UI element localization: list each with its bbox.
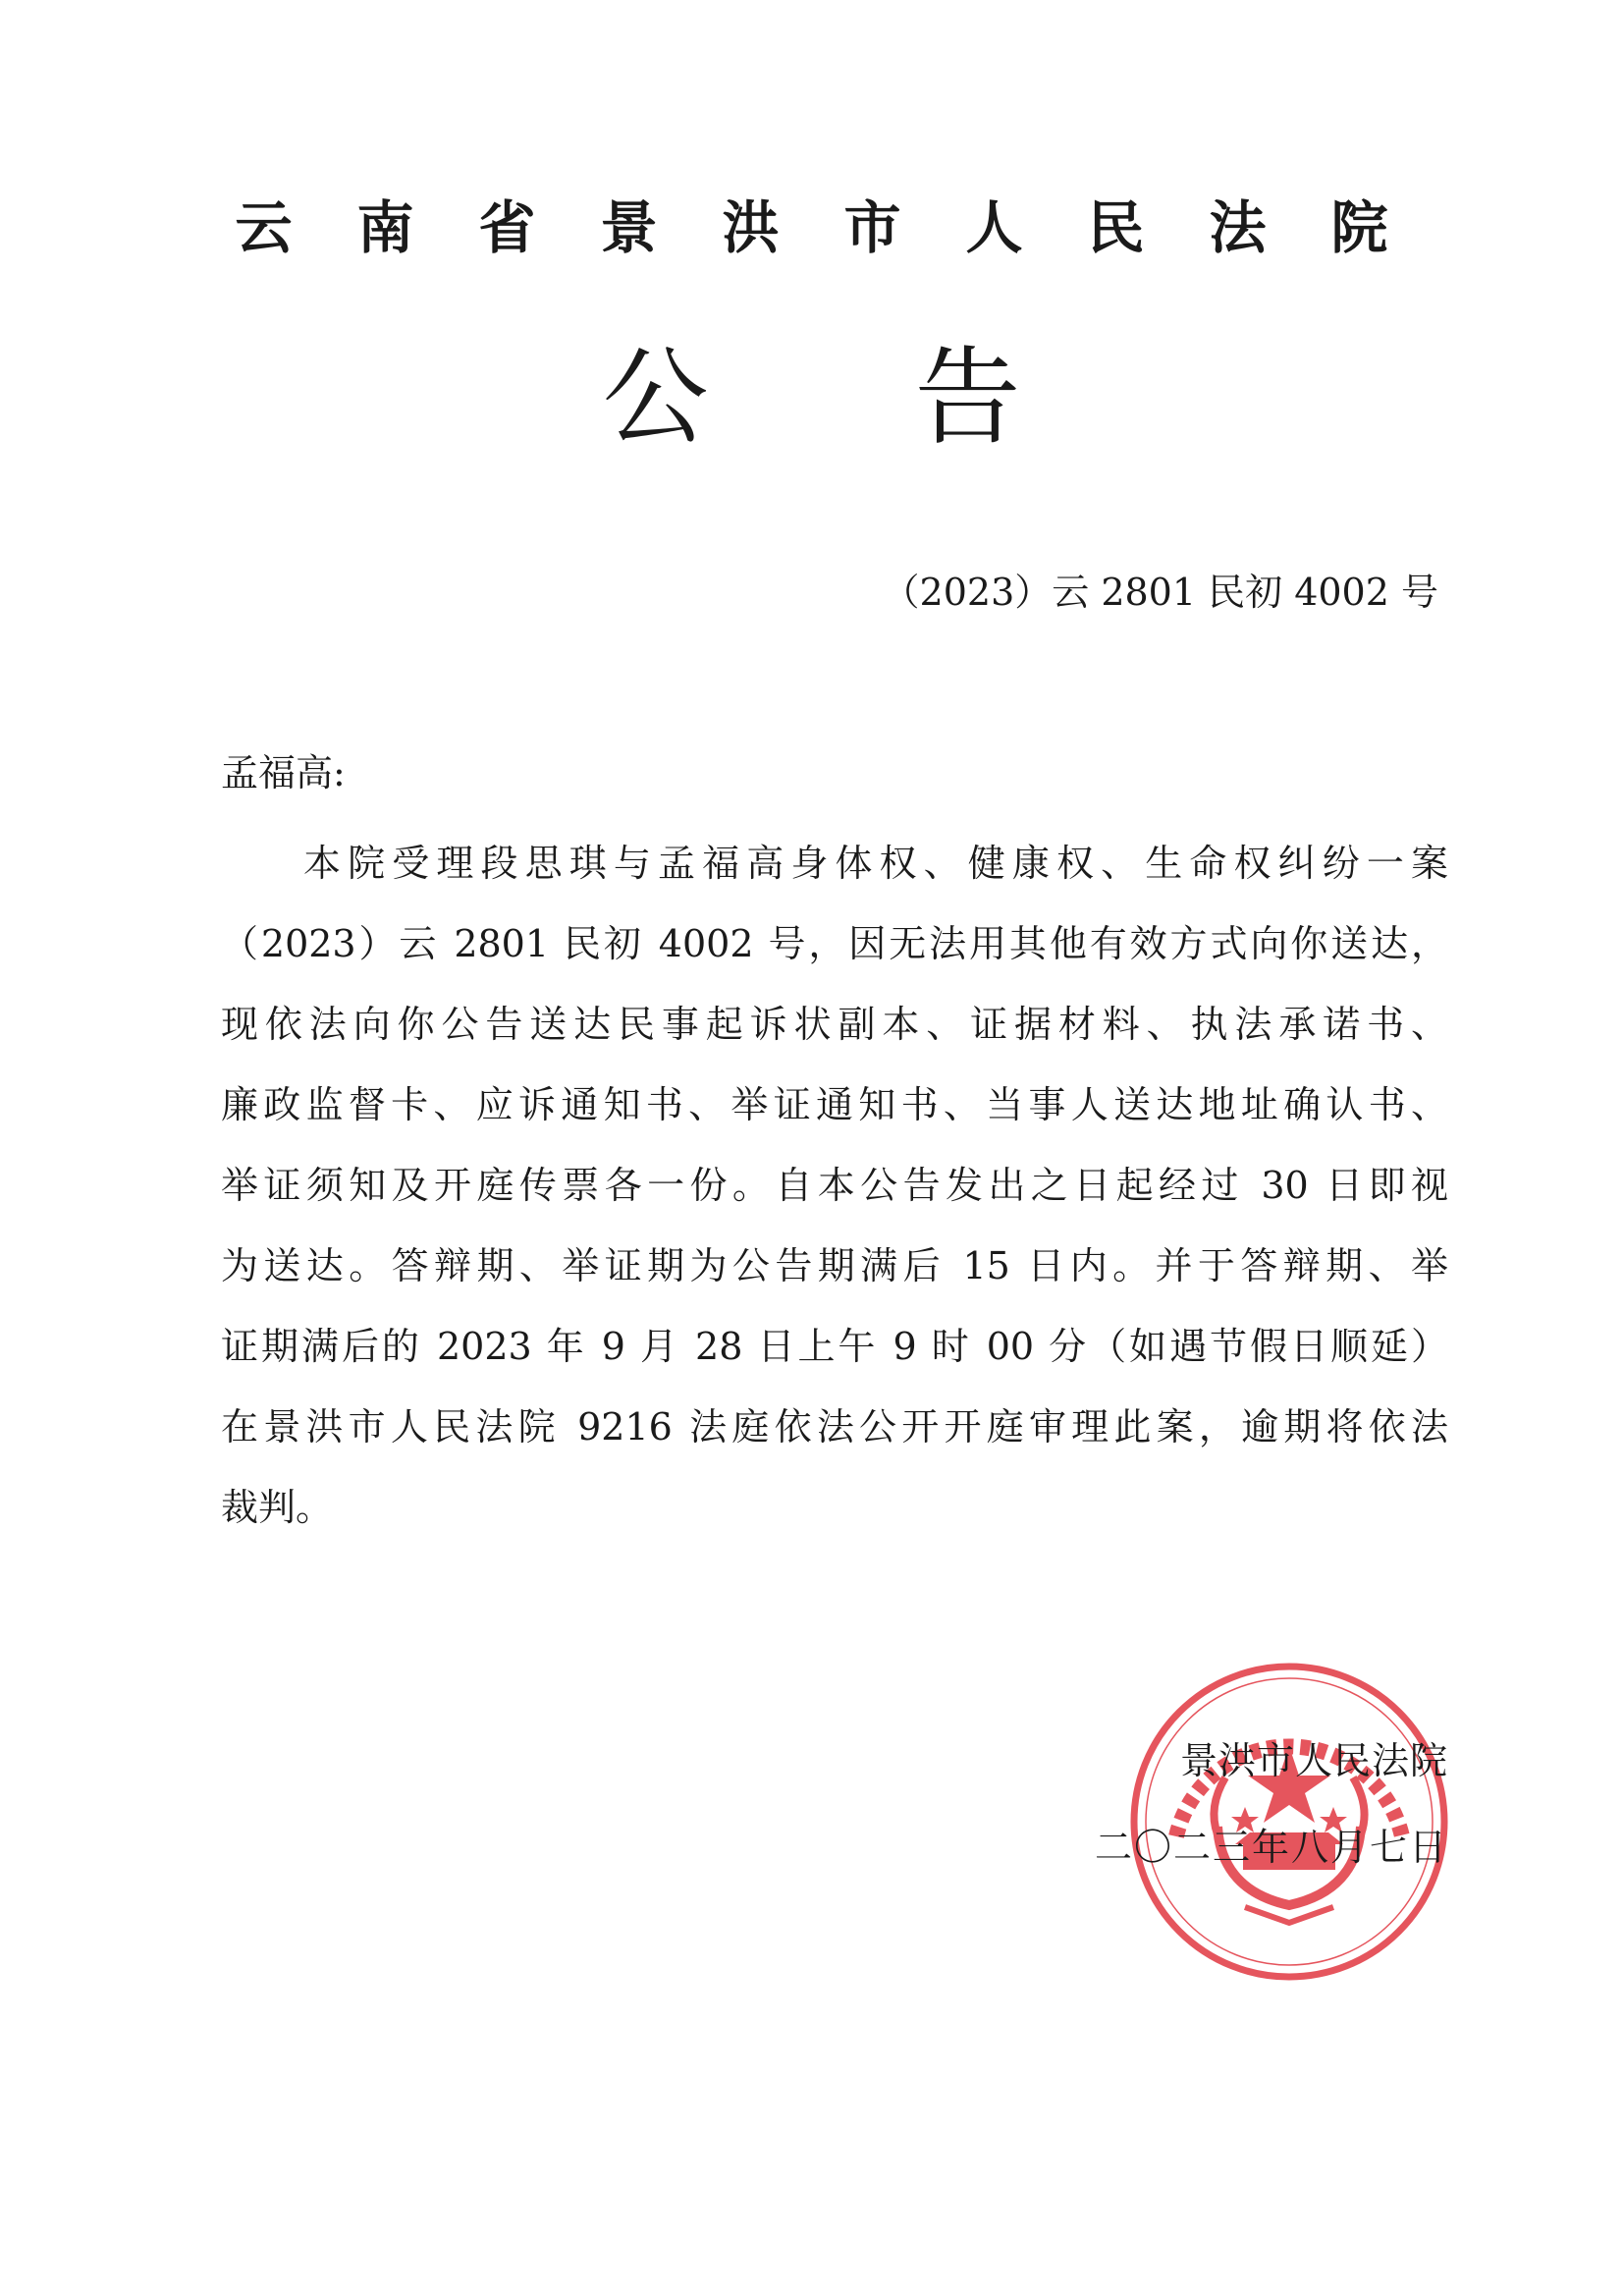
body-line: 廉政监督卡、应诉通知书、举证通知书、当事人送达地址确认书、 xyxy=(221,1083,1448,1126)
document-title: 公告 xyxy=(602,337,1227,460)
body-line: 证期满后的 2023 年 9 月 28 日上午 9 时 00 分（如遇节假日顺延） xyxy=(221,1325,1448,1368)
body-line: 在景洪市人民法院 9216 法庭依法公开开庭审理此案，逾期将依法 xyxy=(221,1405,1448,1449)
body-line: 现依法向你公告送达民事起诉状副本、证据材料、执法承诺书、 xyxy=(221,1003,1448,1046)
body-line: 举证须知及开庭传票各一份。自本公告发出之日起经过 30 日即视 xyxy=(221,1164,1448,1207)
body-line: 本院受理段思琪与孟福高身体权、健康权、生命权纠纷一案 xyxy=(303,842,1448,885)
signature-court-name: 景洪市人民法院 xyxy=(1179,1739,1448,1782)
signature-date: 二〇二三年八月七日 xyxy=(1094,1826,1448,1869)
body-line: 裁判。 xyxy=(221,1486,334,1529)
notice-body xyxy=(221,823,1448,1548)
case-number: （2023）云 2801 民初 4002 号 xyxy=(882,571,1438,614)
body-line: （2023）云 2801 民初 4002 号，因无法用其他有效方式向你送达， xyxy=(221,922,1448,965)
body-line: 为送达。答辩期、举证期为公告期满后 15 日内。并于答辩期、举 xyxy=(221,1244,1448,1287)
court-name-heading: 云南省景洪市人民法院 xyxy=(235,194,1453,261)
addressee: 孟福高: xyxy=(221,751,346,794)
